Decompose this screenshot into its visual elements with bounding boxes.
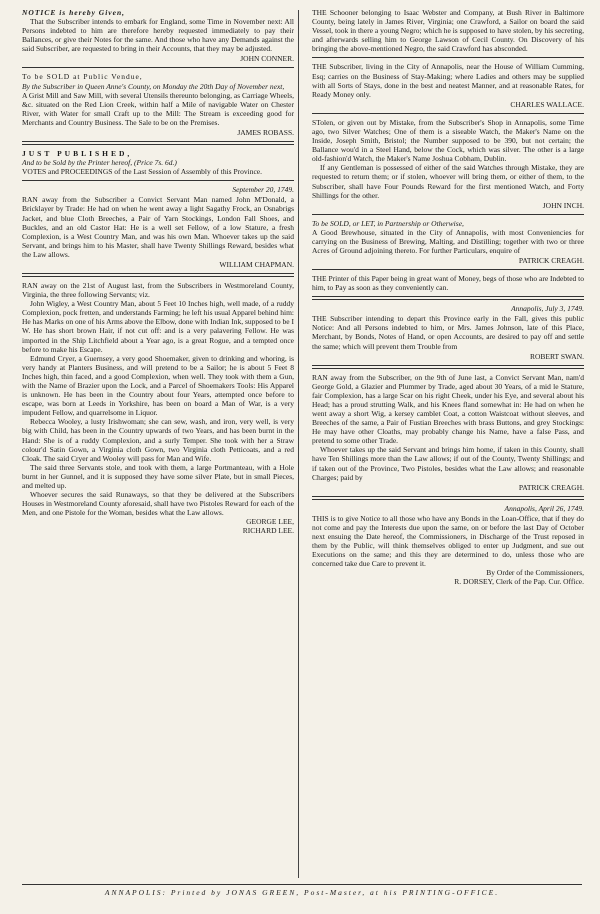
- brewhouse-heading: To be SOLD, or LET, in Partnership or Otherwise,: [312, 218, 464, 228]
- loan-office-notice: [312, 504, 584, 587]
- loan-office-date: Annapolis, April 26, 1749.: [504, 503, 584, 513]
- notice-heading: NOTICE is hereby Given,: [22, 8, 125, 17]
- watches-signature: JOHN INCH.: [542, 200, 584, 210]
- column-rule: [298, 10, 299, 878]
- swan-date: Annapolis, July 3, 1749.: [511, 304, 584, 314]
- schooner-advertisement: [312, 8, 584, 53]
- runaway-westmoreland-signature-2: RICHARD LEE.: [242, 526, 294, 536]
- divider: [312, 113, 584, 114]
- left-column: [22, 8, 294, 539]
- brewhouse-signature: PATRICK CREAGH.: [518, 256, 584, 266]
- notice-advertisement: [22, 8, 294, 63]
- runaway-reward: Whoever secures the said Runaways, so that they be delivered at the Subscribers Houses in Westmoreland County aforesaid, shall have two Pistoles Reward for each of the Men, and one Pistole for the Woman, besides what the Law allows.: [22, 490, 294, 518]
- watches-body: STolen, or given out by Mistake, from the Subscriber's Shop in Annapolis, some Time ago, two Silver Watches; One of them is a siseable Watch, the Maker's Name on the Inside, Joseph Smith, Bristol; the Number supposed to be 390, but not certain; the Ballance wou'd in a Steel Hand, below the Cock, which was silver. The other is a large old-fashion'd Watch, the Maker's Name Joshua Cobham, Dublin.: [312, 117, 584, 164]
- sale-body: A Grist Mill and Saw Mill, with several Utensils thereunto belonging, as Carriage Wheels, &c. situated on the Red Lion Creek, within half a Mile of navigable Water on Chester River, with Water for small Craft up to the Mill: The Stream is exceeding good for Merchants and Country Business. The Sale to be on the Premises.: [22, 90, 294, 127]
- double-divider: [312, 496, 584, 500]
- runaway-wigley-description: John Wigley, a West Country Man, about 5 Feet 10 Inches high, well made, of a ruddy Complexion, pock fretten, and understands Farming; he left his usual Apparel behind him: He has Marks on one of his Arms above the Elbow, done with Indian Ink, supposed to be I W. He has short brown Hair, if not cut off: and is a very palavering Fellow. He was imported in the Ship Litchfield about a Year ago, is a great Rogue, and a tempted once before to make his Escape.: [22, 299, 294, 354]
- runaway-mdonald-body: RAN away from the Subscriber a Convict Servant Man named John M'Donald, a Bricklayer by Trade: He had on when he went away a light Sagathy Frock, an Osnabrigs Jacket, and blue Cloth Breeches, a Pair of Yarn Stockings, London Fall Shoes, and Buckles, and an old Castor Hat: He is a well set Fellow, of a low Stature, a fresh Complexion, is a West Country Man, and was his own Man. Whoever takes up the said Servant, and brings him to his Master, shall have Twenty Shillings Reward, besides what the Law allows.: [22, 195, 294, 259]
- runaway-stolen-goods: The said three Servants stole, and took with them, a large Portmanteau, with a Hole burnt in her Gunnel, and it is supposed they have some silver Plate, but in small Pieces, and melted up.: [22, 462, 294, 491]
- swan-advertisement: [312, 304, 584, 360]
- stays-body: THE Subscriber, living in the City of Annapolis, near the House of William Cumming, Esq; carries on the Business of Stay-Making; where Ladies and others may be supplied with all Sorts of Stays, done in the best and neatest Manner, and at reasonable Rates, for Ready Money only.: [312, 62, 584, 99]
- printer-notice: [312, 274, 584, 292]
- runaway-gold-advertisement: [312, 373, 584, 492]
- divider: [312, 269, 584, 270]
- runaway-mdonald-signature: WILLIAM CHAPMAN.: [219, 259, 294, 269]
- printer-imprint: ANNAPOLIS: Printed by JONAS GREEN, Post-Master, at his PRINTING-OFFICE.: [22, 884, 582, 897]
- swan-body: THE Subscriber intending to depart this Province early in the Fall, gives this public Notice: And all Persons indebted to him, or Mrs. James Johnson, late of this Place, Merchant, by Bonds, Notes of Hand, or open Accounts, are desired to pay off and settle the same; which will prevent them Trouble from: [312, 314, 584, 351]
- divider: [312, 214, 584, 215]
- loan-office-body: THIS is to give Notice to all those who have any Bonds in the Loan-Office, that if they do not come and pay the Interests due upon the same, on or before the last Day of October next ensuing the Date hereof, the Commissioners, in Discharge of the Trust reposed in them by the Public, will think themselves obliged to enter up Judgment, and sue out Executions on the same; and this they are determined to do, unless those who are concerned take due Care to prevent it.: [312, 513, 584, 569]
- divider: [22, 180, 294, 181]
- double-divider: [22, 141, 294, 145]
- sale-heading: To be SOLD at Public Vendue,: [22, 72, 143, 82]
- watches-reward: If any Gentleman is possessed of either of the said Watches through Mistake, they are requested to return them; or if stolen, whoever will bring them, or either of them, to the Subscriber, shall have Four Pounds Reward for the first mentioned Watch, and Forty Shillings for the other.: [312, 163, 584, 200]
- brewhouse-body: A Good Brewhouse, situated in the City of Annapolis, with most Conveniencies for carrying on the Business of Brewing, Malting, and Distilling; together with two or three Acres of Ground adjoining thereto. For further Particulars, enquire of: [312, 227, 584, 255]
- runaway-mdonald-date: September 20, 1749.: [232, 185, 294, 195]
- notice-signature: JOHN CONNER.: [240, 54, 294, 64]
- divider: [312, 57, 584, 58]
- runaway-cryer-description: Edmund Cryer, a Guernsey, a very good Shoemaker, given to drinking and whoring, is very handy at Planters Business, and will pretend to be a Sailor; he is about 5 Feet 8 Inches high, thin faced, and a good Complexion, when well. They took with them a Gun, with the Name of Brazier upon the Lock, and a Parcel of Shoemakers Tools: His Apparel is unknown. He has been in the Country about four Years, attempted once before to escape, was born at Leeds in Yorkshire, has been on board a Man of War, is a very impudent Fellow, and quarrelsome in Liquor.: [22, 353, 294, 418]
- notice-body: That the Subscriber intends to embark for England, some Time in November next: All Persons indebted to him are therefore hereby requested immediately to pay their Ballances, or give their Notes for the same. And those who have any Demands against the said Subscriber, are requested to bring in their Accounts, that they may be adjusted.: [22, 17, 294, 54]
- loan-office-signature-2: R. DORSEY, Clerk of the Pap. Cur. Office.: [454, 577, 584, 587]
- swan-signature: ROBERT SWAN.: [529, 351, 584, 361]
- double-divider: [312, 296, 584, 300]
- stays-advertisement: [312, 62, 584, 108]
- loan-office-signature-1: By Order of the Commissioners,: [486, 568, 584, 578]
- right-column: [312, 8, 584, 590]
- brewhouse-advertisement: [312, 219, 584, 265]
- published-body: VOTES and PROCEEDINGS of the Last Session of Assembly of this Province.: [22, 167, 262, 177]
- runaway-gold-signature: PATRICK CREAGH.: [518, 482, 584, 492]
- printer-body: THE Printer of this Paper being in great want of Money, begs of those who are Indebted to him, to Pay as soon as they conveniently can.: [312, 274, 584, 293]
- runaway-gold-body: RAN away from the Subscriber, on the 9th of June last, a Convict Servant Man, nam'd George Gold, a Glazier and Plummer by Trade, aged about 30 Years, of a mid le Stature, fair Complexion, has a large Scar on his right Cheek, under his Eye, and several about his Head; has a proud strutting Walk, and his Knees fland somewhat in: He had on when he went away a short Wig, a kersey camblet Coat, a cotton Waistcoat without sleeves, and Breeches of the same, a Pair of Fustian Breeches with brass Buttons, and grey Stockings: He may have other Cloaths, may probably change his Name, have a false Pass, and pretend to some other Trade.: [312, 372, 584, 446]
- schooner-body: THE Schooner belonging to Isaac Webster and Company, at Bush River in Baltimore County, being lately in James River, Virginia; one Crawford, a Sailor on board the said Vessel, took in there a young Negro; which he is supposed to have stolen, by his secreting, and afterwards selling him to George Lawson of Cecil County. On Discovery of his bringing the above-mentioned Negro, the said Crawford has absconded.: [312, 8, 584, 54]
- sale-signature: JAMES ROBASS.: [237, 128, 294, 138]
- stays-signature: CHARLES WALLACE.: [510, 99, 584, 109]
- double-divider: [312, 365, 584, 369]
- watches-advertisement: [312, 118, 584, 210]
- sale-subheading: By the Subscriber in Queen Anne's County, on Monday the 20th Day of November next,: [22, 81, 285, 91]
- divider: [22, 67, 294, 68]
- published-subheading: And to be Sold by the Printer hereof, (Price 7s. 6d.): [22, 158, 177, 168]
- sale-advertisement: [22, 72, 294, 137]
- runaway-wooley-description: Rebecca Wooley, a lusty Irishwoman; she can sew, wash, and iron, very well, is very big with Child, has been in the Country upwards of two Years, and has been burnt in the Hand: She is of a ruddy Complexion, and a surly Temper. She took with her a Straw colour'd Satin Gown, a Virginia cloth Gown, two Virginia cloth Petticoats, and a red Cloak. The said Cryer and Wooley will pass for Man and Wife.: [22, 417, 294, 463]
- runaway-mdonald-advertisement: [22, 185, 294, 269]
- published-heading: JUST PUBLISHED,: [22, 149, 133, 159]
- runaway-westmoreland-intro: RAN away on the 21st of August last, from the Subscribers in Westmoreland County, Virginia, the three following Servants; viz.: [22, 280, 294, 300]
- published-advertisement: [22, 149, 294, 176]
- runaway-gold-reward: Whoever takes up the said Servant and brings him home, if taken in this County, shall have Ten Shillings more than the Law allows; if out of the County, Twenty Shillings; and if taken out of the Province, Two Pistoles, besides what the Law allows; and reasonable Charges; paid by: [312, 445, 584, 482]
- double-divider: [22, 273, 294, 277]
- runaway-westmoreland-advertisement: [22, 281, 294, 535]
- runaway-westmoreland-signature-1: GEORGE LEE,: [246, 517, 294, 527]
